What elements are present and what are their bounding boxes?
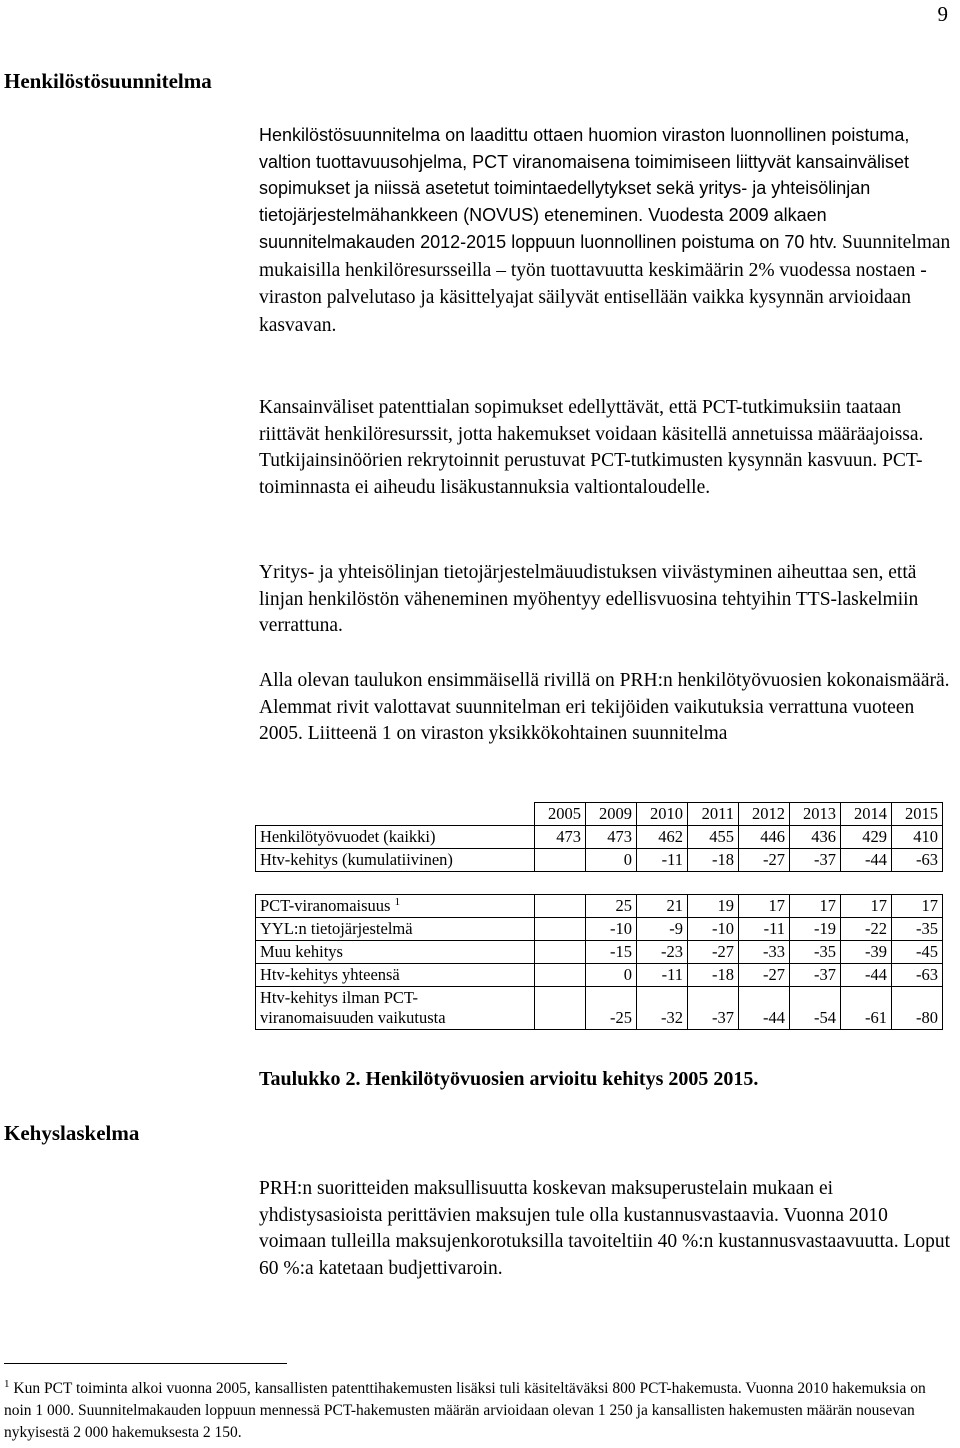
table-cell: 429	[841, 826, 892, 849]
table-row	[256, 941, 943, 964]
table-spacer-cell	[586, 872, 637, 895]
table-cell: -10	[586, 918, 637, 941]
table-cell: 455	[688, 826, 739, 849]
table-row-label	[256, 826, 535, 849]
table-row-label-text: Henkilötyövuodet (kaikki)	[260, 827, 436, 846]
table-cell: 19	[688, 895, 739, 918]
table-cell: -37	[790, 964, 841, 987]
table-cell: 21	[637, 895, 688, 918]
table-cell: 17	[841, 895, 892, 918]
table-cell: -18	[688, 964, 739, 987]
table-cell: 473	[586, 826, 637, 849]
table-cell	[535, 918, 586, 941]
table-cell	[535, 849, 586, 872]
paragraph-personnel-plan-intro	[259, 122, 952, 340]
table-cell: -10	[688, 918, 739, 941]
table-cell	[535, 941, 586, 964]
table-cell: -39	[841, 941, 892, 964]
footnote-text: Kun PCT toiminta alkoi vuonna 2005, kansallisten patenttihakemusten lisäksi tuli käsiteltäväksi 800 PCT-hakemusta. Vuonna 2010 hakemuksia on noin 1 000. Suunnitelmakauden loppuun mennessä PCT-hakemusten määrän arvioidaan olevan 1 250 ja kansallisten hakemusten määrän nousevan nykyisestä 2 000 hakemuksesta 2 150.	[4, 1380, 926, 1441]
table-header-blank	[256, 803, 535, 826]
table-spacer-cell	[637, 872, 688, 895]
table-cell: -23	[637, 941, 688, 964]
table-header-year: 2012	[739, 803, 790, 826]
table-cell: -22	[841, 918, 892, 941]
table-header-year: 2005	[535, 803, 586, 826]
table-cell: -63	[892, 964, 943, 987]
table-header-year: 2014	[841, 803, 892, 826]
table-cell: -37	[688, 987, 739, 1030]
table-cell: -44	[841, 849, 892, 872]
table-row-label	[256, 918, 535, 941]
section-heading-framework: Kehyslaskelma	[4, 1121, 140, 1145]
page-number: 9	[937, 2, 948, 26]
table-spacer-cell	[841, 872, 892, 895]
table-cell: -45	[892, 941, 943, 964]
paragraph-fees: PRH:n suoritteiden maksullisuutta koskevan maksuperustelain mukaan ei yhdistysasioista perittävien maksujen tule olla kustannusvastaavia. Vuonna 2010 voimaan tulleilla maksujenkorotuksilla tavoiteltiin 40 %:n kustannusvastaavuutta. Loput 60 %:a katetaan budjettivaroin.	[259, 1178, 951, 1279]
table-row	[256, 918, 943, 941]
paragraph-intro-text: Henkilöstösuunnitelma on laadittu ottaen huomion viraston luonnollinen poistuma, valtion tuottavuusohjelma, PCT viranomaisena toimimiseen liittyvät kansainväliset sopimukset ja niissä asetetut toimintaedellytykset sekä yritys- ja yhteisölinjan tietojärjestelmähankkeen (NOVUS) eteneminen. Vuodesta 2009 alkaen suunnitelmakauden 2012-2015 loppuun luonnollinen poistuma on 70 htv.	[259, 125, 910, 252]
table-cell: -44	[739, 987, 790, 1030]
table-cell: -19	[790, 918, 841, 941]
table-caption: Taulukko 2. Henkilötyövuosien arvioitu kehitys 2005 2015.	[259, 1068, 759, 1090]
table-spacer-cell	[892, 872, 943, 895]
table-cell: 17	[790, 895, 841, 918]
table-spacer-cell	[739, 872, 790, 895]
table-row-label-text: PCT-viranomaisuus	[260, 896, 391, 915]
footnote-marker: 1	[4, 1378, 10, 1390]
table-row-label-text: Htv-kehitys (kumulatiivinen)	[260, 850, 453, 869]
table-cell: -54	[790, 987, 841, 1030]
table-row-label-text: Htv-kehitys yhteensä	[260, 965, 400, 984]
table-row	[256, 826, 943, 849]
paragraph-table-intro: Alla olevan taulukon ensimmäisellä rivillä on PRH:n henkilötyövuosien kokonaismäärä. Alemmat rivit valottavat suunnitelman eri tekijöiden vaikutuksia verrattuna vuoteen 2005. Liitteenä 1 on viraston yksikkökohtainen suunnitelma	[259, 670, 950, 744]
paragraph-intro-continuation: Suunnitelman mukaisilla henkilöresursseilla – työn tuottavuutta keskimäärin 2% vuodessa nostaen - viraston palvelutaso ja käsittelyajat säilyvät entisellään vaikka kysynnän arvioidaan kasvavan.	[259, 231, 951, 336]
table-cell: 410	[892, 826, 943, 849]
table-cell: -25	[586, 987, 637, 1030]
table-header-row	[256, 803, 943, 826]
personnel-table-body	[256, 803, 943, 1030]
table-row	[256, 987, 943, 1030]
table-cell: -37	[790, 849, 841, 872]
table-cell: -27	[739, 849, 790, 872]
table-cell: -61	[841, 987, 892, 1030]
footnote	[4, 1378, 954, 1444]
table-row-label-text: YYL:n tietojärjestelmä	[260, 919, 413, 938]
table-cell: 17	[892, 895, 943, 918]
table-row-label	[256, 895, 535, 918]
table-cell: 17	[739, 895, 790, 918]
table-cell: -44	[841, 964, 892, 987]
table-cell: -27	[739, 964, 790, 987]
table-row-label	[256, 849, 535, 872]
table-spacer-cell	[790, 872, 841, 895]
table-cell: 436	[790, 826, 841, 849]
table-header-year: 2010	[637, 803, 688, 826]
table-cell: -63	[892, 849, 943, 872]
table-cell: -33	[739, 941, 790, 964]
table-cell	[535, 964, 586, 987]
table-cell: 446	[739, 826, 790, 849]
table-cell: 473	[535, 826, 586, 849]
table-cell	[535, 987, 586, 1030]
paragraph-novus-delay: Yritys- ja yhteisölinjan tietojärjestelmäuudistuksen viivästyminen aiheuttaa sen, että linjan henkilöstön väheneminen myöhentyy edellisvuosina tehtyihin TTS-laskelmiin verrattuna.	[259, 562, 919, 636]
table-cell: -80	[892, 987, 943, 1030]
table-cell: -27	[688, 941, 739, 964]
section-heading-personnel-plan: Henkilöstösuunnitelma	[4, 69, 212, 93]
table-cell: 462	[637, 826, 688, 849]
table-row	[256, 895, 943, 918]
table-cell: -15	[586, 941, 637, 964]
table-row-label	[256, 941, 535, 964]
table-row-label-line: viranomaisuuden vaikutusta	[260, 1008, 446, 1027]
table-spacer-cell	[688, 872, 739, 895]
table-cell	[535, 895, 586, 918]
table-cell: -18	[688, 849, 739, 872]
table-cell: -35	[790, 941, 841, 964]
personnel-table	[255, 802, 943, 1030]
footnote-separator	[4, 1363, 287, 1364]
table-row-label	[256, 987, 535, 1030]
table-row	[256, 849, 943, 872]
paragraph-pct-agreements: Kansainväliset patenttialan sopimukset edellyttävät, että PCT-tutkimuksiin taataan riittävät henkilöresurssit, jotta hakemukset voidaan käsitellä annetuissa määräajoissa. Tutkijainsinöörien rekrytoinnit perustuvat PCT-tutkimusten kysynnän kasvuun. PCT-toiminnasta ei aiheudu lisäkustannuksia valtiontaloudelle.	[259, 397, 924, 498]
table-cell: 0	[586, 849, 637, 872]
table-spacer-row	[256, 872, 943, 895]
table-cell: -32	[637, 987, 688, 1030]
table-header-year: 2013	[790, 803, 841, 826]
table-spacer-cell	[535, 872, 586, 895]
table-cell: -9	[637, 918, 688, 941]
table-spacer-cell	[256, 872, 535, 895]
table-header-year: 2015	[892, 803, 943, 826]
table-header-year: 2011	[688, 803, 739, 826]
table-row	[256, 964, 943, 987]
table-cell: -35	[892, 918, 943, 941]
table-cell: 25	[586, 895, 637, 918]
footnote-ref: 1	[394, 896, 401, 908]
table-cell: -11	[739, 918, 790, 941]
table-row-label-line: Htv-kehitys ilman PCT-	[260, 988, 418, 1007]
table-cell: -11	[637, 849, 688, 872]
table-row-label	[256, 964, 535, 987]
table-header-year: 2009	[586, 803, 637, 826]
table-row-label-text: Muu kehitys	[260, 942, 343, 961]
table-cell: -11	[637, 964, 688, 987]
table-cell: 0	[586, 964, 637, 987]
